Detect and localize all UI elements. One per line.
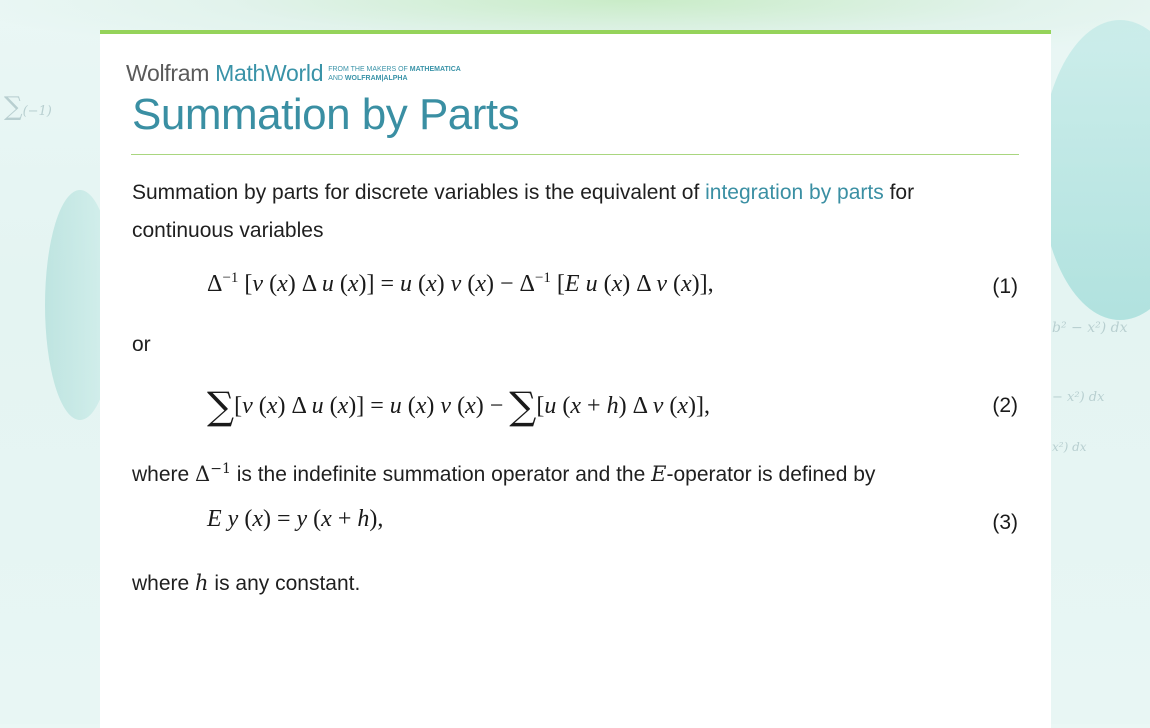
where-constant-paragraph bbox=[132, 564, 1012, 603]
where-operator-paragraph bbox=[132, 450, 1012, 494]
tagline-line-2: AND WOLFRAM|ALPHA bbox=[328, 74, 408, 82]
h-symbol: h bbox=[195, 571, 209, 595]
integration-by-parts-link[interactable]: integration by parts bbox=[705, 181, 884, 204]
content-card bbox=[100, 30, 1051, 728]
delta-symbol: $\Delta^{-1}$ bbox=[195, 461, 231, 486]
background-decoration-right bbox=[1040, 20, 1150, 320]
logo-tagline bbox=[328, 65, 461, 83]
page-title: Summation by Parts bbox=[132, 90, 520, 139]
text: is the indefinite summation operator and the bbox=[236, 463, 646, 486]
equation-1-number: (1) bbox=[992, 275, 1018, 298]
e-symbol: E bbox=[651, 462, 667, 486]
intro-text: Summation by parts for discrete variables is the equivalent of bbox=[132, 181, 700, 204]
background-formula: b² − x²) dx bbox=[1052, 320, 1128, 336]
text: -operator is defined by bbox=[666, 463, 876, 486]
intro-text-end: for continuous variables bbox=[132, 181, 915, 242]
text: where bbox=[132, 463, 190, 486]
background-formula: − x²) dx bbox=[1052, 390, 1105, 405]
text: where bbox=[132, 572, 190, 595]
site-logo[interactable] bbox=[126, 60, 461, 87]
tagline-line-1: FROM THE MAKERS OF MATHEMATICA bbox=[328, 65, 461, 73]
logo-mathworld: MathWorld bbox=[215, 60, 324, 86]
background-formula: ∑(−1) bbox=[4, 92, 52, 122]
equation-2: ∑[v (x) Δ u (x)] = u (x) v (x) − ∑[u (x + h) Δ v (x)], bbox=[207, 384, 710, 428]
intro-paragraph bbox=[132, 174, 1012, 250]
logo-wolfram: Wolfram bbox=[126, 60, 210, 86]
equation-3-number: (3) bbox=[992, 511, 1018, 534]
equation-1: $\Delta^{-1}$ [v (x) Δ u (x)] = u (x) v $(x) - \Delta^{-1}$ [E u (x) Δ v (x)], bbox=[207, 270, 714, 297]
title-divider bbox=[131, 154, 1019, 155]
equation-3: E y (x) = y (x + h), bbox=[207, 506, 384, 532]
text: is any constant. bbox=[214, 572, 361, 595]
or-text: or bbox=[132, 333, 151, 356]
equation-2-number: (2) bbox=[992, 394, 1018, 417]
background-formula: x²) dx bbox=[1052, 440, 1087, 454]
